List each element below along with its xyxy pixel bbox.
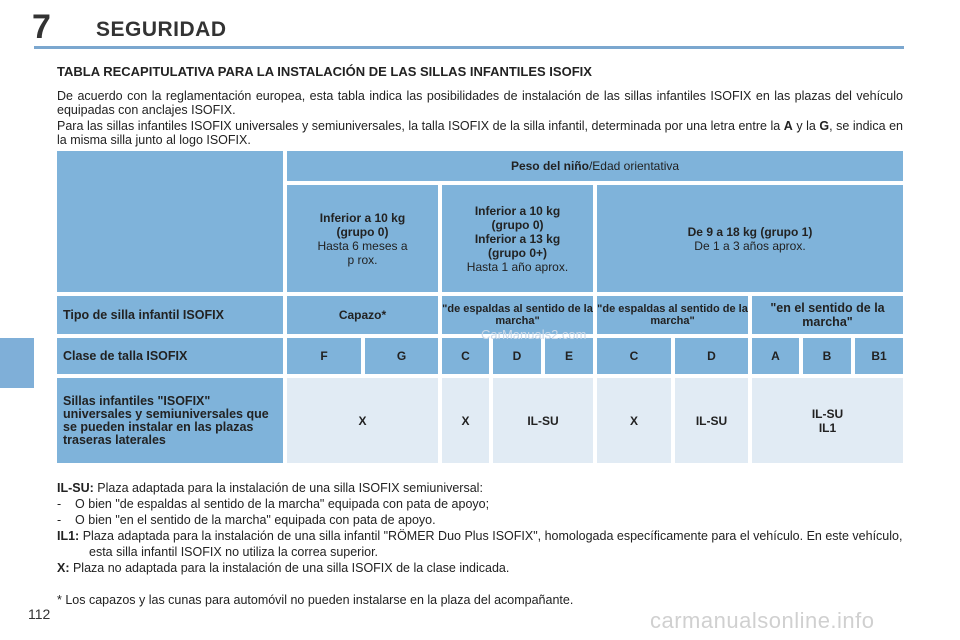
intro-paragraph: De acuerdo con la reglamentación europea, esta tabla indica las posibilidades de instalación de las sillas infantiles ISOFIX en las plazas del vehículo equipadas con anclajes ISOFIX. xyxy=(57,89,903,117)
type-cell-forward-facing: "en el sentido de la marcha" xyxy=(752,296,903,334)
type-cell-capazo: Capazo* xyxy=(287,296,438,334)
type-cell-rear-facing: "de espaldas al sentido de la marcha" xyxy=(597,296,748,334)
class-cell: G xyxy=(365,338,438,374)
class-cell: F xyxy=(287,338,361,374)
note-ilsu: IL-SU: Plaza adaptada para la instalación de una silla ISOFIX semiuniversal: xyxy=(57,481,483,495)
chapter-number: 7 xyxy=(32,8,51,46)
section-title: TABLA RECAPITULATIVA PARA LA INSTALACIÓN DE LAS SILLAS INFANTILES ISOFIX xyxy=(57,64,592,79)
group-header-0plus: Inferior a 10 kg (grupo 0) Inferior a 13 kg (grupo 0+) Hasta 1 año aprox. xyxy=(442,185,593,292)
value-cell: X xyxy=(597,378,671,463)
size-paragraph: Para las sillas infantiles ISOFIX universales y semiuniversales, la talla ISOFIX de la silla infantil, determinada por una letra entre la A y la G, se indica en la misma silla junto al logo ISOFIX. xyxy=(57,119,903,147)
class-cell: C xyxy=(442,338,489,374)
chapter-title: SEGURIDAD xyxy=(96,18,227,41)
note-il1: IL1: Plaza adaptada para la instalación de una silla infantil "RÖMER Duo Plus ISOFIX", homologada específicamente para el vehículo. En este vehículo, esta silla infantil ISOFIX no utiliza la correa superior. xyxy=(57,529,903,559)
table-watermark: CarManuals2.com xyxy=(481,327,587,342)
note-dash-1: - O bien "de espaldas al sentido de la marcha" equipada con pata de apoyo; xyxy=(57,497,490,511)
note-dash-2: - O bien "en el sentido de la marcha" equipada con pata de apoyo. xyxy=(57,513,436,527)
class-cell: E xyxy=(545,338,593,374)
group-header-0: Inferior a 10 kg (grupo 0) Hasta 6 meses a p rox. xyxy=(287,185,438,292)
value-cell: IL-SU IL1 xyxy=(752,378,903,463)
seats-row-label: Sillas infantiles "ISOFIX" universales y semiuniversales que se pueden instalar en las plazas traseras laterales xyxy=(57,378,283,463)
footer-watermark: carmanualsonline.info xyxy=(650,608,875,633)
group-header-1: De 9 a 18 kg (grupo 1) De 1 a 3 años aprox. xyxy=(597,185,903,292)
weight-header: Peso del niño/Edad orientativa xyxy=(287,151,903,181)
class-row-label: Clase de talla ISOFIX xyxy=(57,338,283,374)
note-x: X: Plaza no adaptada para la instalación de una silla ISOFIX de la clase indicada. xyxy=(57,561,510,575)
value-cell: X xyxy=(287,378,438,463)
table-corner-cell xyxy=(57,151,283,292)
class-cell: A xyxy=(752,338,799,374)
chapter-divider xyxy=(34,46,904,49)
value-cell: X xyxy=(442,378,489,463)
legend-notes xyxy=(57,480,903,576)
chapter-side-tab xyxy=(0,338,34,388)
class-cell: B1 xyxy=(855,338,903,374)
type-row-label: Tipo de silla infantil ISOFIX xyxy=(57,296,283,334)
class-cell: B xyxy=(803,338,851,374)
value-cell: IL-SU xyxy=(493,378,593,463)
footnote: * Los capazos y las cunas para automóvil no pueden instalarse en la plaza del acompañante. xyxy=(57,593,574,607)
type-cell-rear-facing: "de espaldas al sentido de la marcha" xyxy=(442,296,593,334)
isofix-table xyxy=(57,151,903,463)
class-cell: D xyxy=(675,338,748,374)
value-cell: IL-SU xyxy=(675,378,748,463)
page-number: 112 xyxy=(28,606,51,622)
class-cell: C xyxy=(597,338,671,374)
class-cell: D xyxy=(493,338,541,374)
